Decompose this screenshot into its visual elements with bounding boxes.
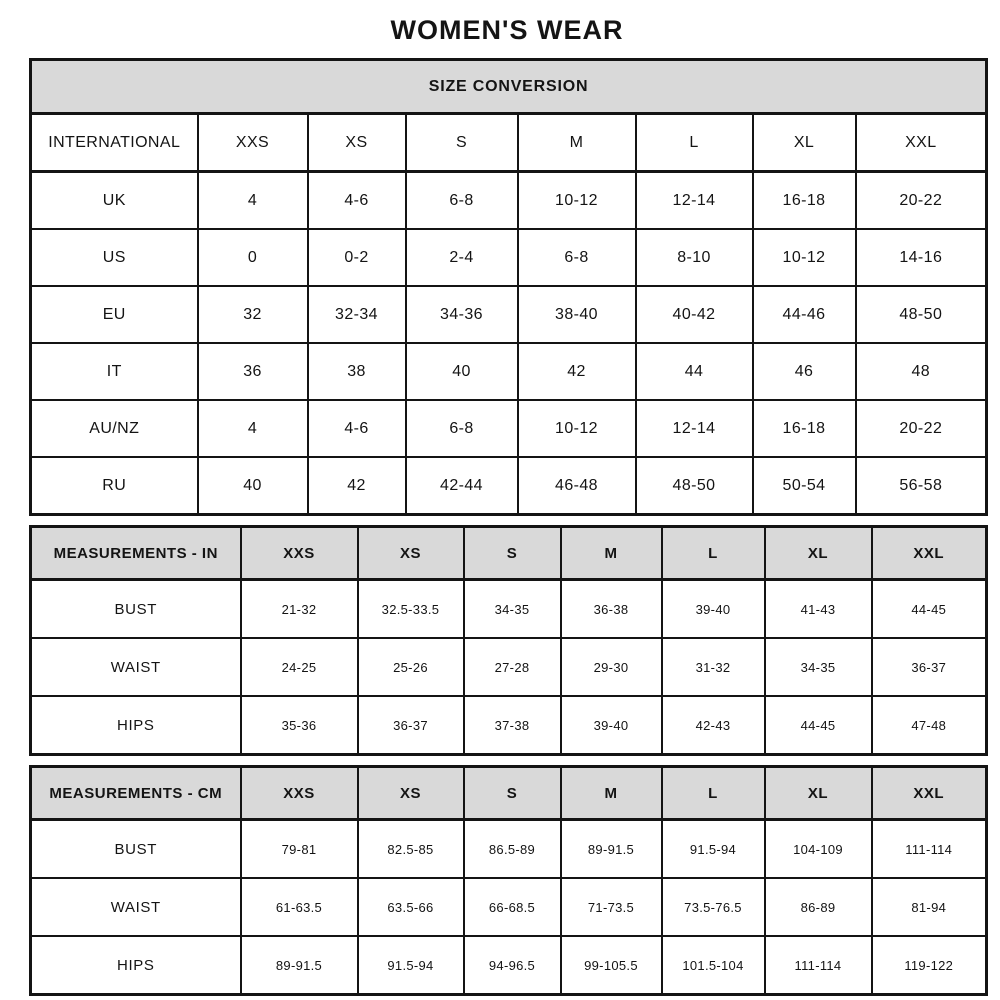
value-cell: 42-43 <box>662 696 765 755</box>
value-cell: 6-8 <box>406 172 518 230</box>
column-header-row <box>31 527 987 580</box>
value-cell: 39-40 <box>561 696 662 755</box>
table-row <box>31 343 987 400</box>
value-cell: 32-34 <box>308 286 406 343</box>
value-cell: 4-6 <box>308 172 406 230</box>
table-row <box>31 172 987 230</box>
column-header-cell: L <box>636 114 753 172</box>
size-conversion-table <box>29 58 988 516</box>
value-cell: 47-48 <box>872 696 987 755</box>
table-row <box>31 696 987 755</box>
value-cell: 31-32 <box>662 638 765 696</box>
value-cell: 48-50 <box>636 457 753 515</box>
value-cell: 14-16 <box>856 229 987 286</box>
column-header-cell: M <box>518 114 636 172</box>
value-cell: 44-45 <box>872 580 987 639</box>
table-row <box>31 286 987 343</box>
corner-header-cell: INTERNATIONAL <box>31 114 198 172</box>
value-cell: 86-89 <box>765 878 872 936</box>
column-header-cell: L <box>662 767 765 820</box>
row-label-cell: US <box>31 229 198 286</box>
row-label-cell: BUST <box>31 580 241 639</box>
column-header-cell: M <box>561 767 662 820</box>
value-cell: 119-122 <box>872 936 987 995</box>
value-cell: 29-30 <box>561 638 662 696</box>
table-row <box>31 820 987 879</box>
row-label-cell: WAIST <box>31 638 241 696</box>
page-title: WOMEN'S WEAR <box>390 15 624 45</box>
value-cell: 41-43 <box>765 580 872 639</box>
column-header-cell: S <box>406 114 518 172</box>
table-row <box>31 936 987 995</box>
value-cell: 4 <box>198 400 308 457</box>
value-cell: 61-63.5 <box>241 878 358 936</box>
value-cell: 42 <box>518 343 636 400</box>
table-row <box>31 229 987 286</box>
value-cell: 82.5-85 <box>358 820 464 879</box>
value-cell: 48-50 <box>856 286 987 343</box>
value-cell: 99-105.5 <box>561 936 662 995</box>
column-header-cell: L <box>662 527 765 580</box>
measurements-cm-body <box>31 767 987 995</box>
value-cell: 20-22 <box>856 400 987 457</box>
value-cell: 86.5-89 <box>464 820 561 879</box>
value-cell: 6-8 <box>518 229 636 286</box>
value-cell: 10-12 <box>753 229 856 286</box>
value-cell: 40 <box>406 343 518 400</box>
corner-header-cell: MEASUREMENTS - CM <box>31 767 241 820</box>
row-label-cell: RU <box>31 457 198 515</box>
table-row <box>31 400 987 457</box>
value-cell: 25-26 <box>358 638 464 696</box>
column-header-cell: S <box>464 767 561 820</box>
column-header-cell: XXS <box>241 767 358 820</box>
value-cell: 46-48 <box>518 457 636 515</box>
value-cell: 40 <box>198 457 308 515</box>
value-cell: 0 <box>198 229 308 286</box>
value-cell: 20-22 <box>856 172 987 230</box>
row-label-cell: UK <box>31 172 198 230</box>
value-cell: 36-38 <box>561 580 662 639</box>
size-conversion-body <box>31 114 987 515</box>
size-chart-page <box>29 0 985 996</box>
column-header-cell: M <box>561 527 662 580</box>
table-row <box>31 638 987 696</box>
value-cell: 24-25 <box>241 638 358 696</box>
value-cell: 44-45 <box>765 696 872 755</box>
column-header-cell: S <box>464 527 561 580</box>
row-label-cell: AU/NZ <box>31 400 198 457</box>
value-cell: 44 <box>636 343 753 400</box>
column-header-row <box>31 767 987 820</box>
value-cell: 42-44 <box>406 457 518 515</box>
value-cell: 91.5-94 <box>358 936 464 995</box>
row-label-cell: EU <box>31 286 198 343</box>
row-label-cell: IT <box>31 343 198 400</box>
value-cell: 89-91.5 <box>241 936 358 995</box>
table-row <box>31 580 987 639</box>
value-cell: 8-10 <box>636 229 753 286</box>
row-label-cell: BUST <box>31 820 241 879</box>
column-header-cell: XL <box>765 527 872 580</box>
value-cell: 91.5-94 <box>662 820 765 879</box>
row-label-cell: HIPS <box>31 696 241 755</box>
value-cell: 81-94 <box>872 878 987 936</box>
value-cell: 111-114 <box>765 936 872 995</box>
measurements-cm-table <box>29 765 988 996</box>
value-cell: 34-35 <box>765 638 872 696</box>
value-cell: 34-36 <box>406 286 518 343</box>
measurements-in-table <box>29 525 988 756</box>
value-cell: 89-91.5 <box>561 820 662 879</box>
measurements-in-body <box>31 527 987 755</box>
value-cell: 37-38 <box>464 696 561 755</box>
value-cell: 79-81 <box>241 820 358 879</box>
value-cell: 56-58 <box>856 457 987 515</box>
value-cell: 50-54 <box>753 457 856 515</box>
value-cell: 101.5-104 <box>662 936 765 995</box>
value-cell: 10-12 <box>518 400 636 457</box>
column-header-cell: XXL <box>872 527 987 580</box>
column-header-cell: XXL <box>872 767 987 820</box>
column-header-cell: XXL <box>856 114 987 172</box>
value-cell: 32.5-33.5 <box>358 580 464 639</box>
value-cell: 32 <box>198 286 308 343</box>
size-conversion-banner-row <box>31 60 987 114</box>
value-cell: 36 <box>198 343 308 400</box>
value-cell: 73.5-76.5 <box>662 878 765 936</box>
value-cell: 12-14 <box>636 400 753 457</box>
column-header-row <box>31 114 987 172</box>
value-cell: 71-73.5 <box>561 878 662 936</box>
column-header-cell: XS <box>358 767 464 820</box>
table-row <box>31 457 987 515</box>
value-cell: 2-4 <box>406 229 518 286</box>
value-cell: 12-14 <box>636 172 753 230</box>
value-cell: 94-96.5 <box>464 936 561 995</box>
value-cell: 44-46 <box>753 286 856 343</box>
value-cell: 104-109 <box>765 820 872 879</box>
value-cell: 42 <box>308 457 406 515</box>
value-cell: 36-37 <box>358 696 464 755</box>
value-cell: 39-40 <box>662 580 765 639</box>
row-label-cell: HIPS <box>31 936 241 995</box>
row-label-cell: WAIST <box>31 878 241 936</box>
value-cell: 4 <box>198 172 308 230</box>
value-cell: 35-36 <box>241 696 358 755</box>
value-cell: 46 <box>753 343 856 400</box>
value-cell: 63.5-66 <box>358 878 464 936</box>
column-header-cell: XL <box>753 114 856 172</box>
value-cell: 48 <box>856 343 987 400</box>
value-cell: 10-12 <box>518 172 636 230</box>
value-cell: 16-18 <box>753 400 856 457</box>
value-cell: 38 <box>308 343 406 400</box>
column-header-cell: XXS <box>198 114 308 172</box>
column-header-cell: XXS <box>241 527 358 580</box>
value-cell: 21-32 <box>241 580 358 639</box>
value-cell: 6-8 <box>406 400 518 457</box>
size-conversion-banner: SIZE CONVERSION <box>31 60 987 114</box>
value-cell: 38-40 <box>518 286 636 343</box>
value-cell: 27-28 <box>464 638 561 696</box>
value-cell: 40-42 <box>636 286 753 343</box>
column-header-cell: XL <box>765 767 872 820</box>
column-header-cell: XS <box>308 114 406 172</box>
value-cell: 0-2 <box>308 229 406 286</box>
table-row <box>31 878 987 936</box>
corner-header-cell: MEASUREMENTS - IN <box>31 527 241 580</box>
value-cell: 111-114 <box>872 820 987 879</box>
column-header-cell: XS <box>358 527 464 580</box>
value-cell: 66-68.5 <box>464 878 561 936</box>
value-cell: 34-35 <box>464 580 561 639</box>
value-cell: 36-37 <box>872 638 987 696</box>
value-cell: 16-18 <box>753 172 856 230</box>
value-cell: 4-6 <box>308 400 406 457</box>
